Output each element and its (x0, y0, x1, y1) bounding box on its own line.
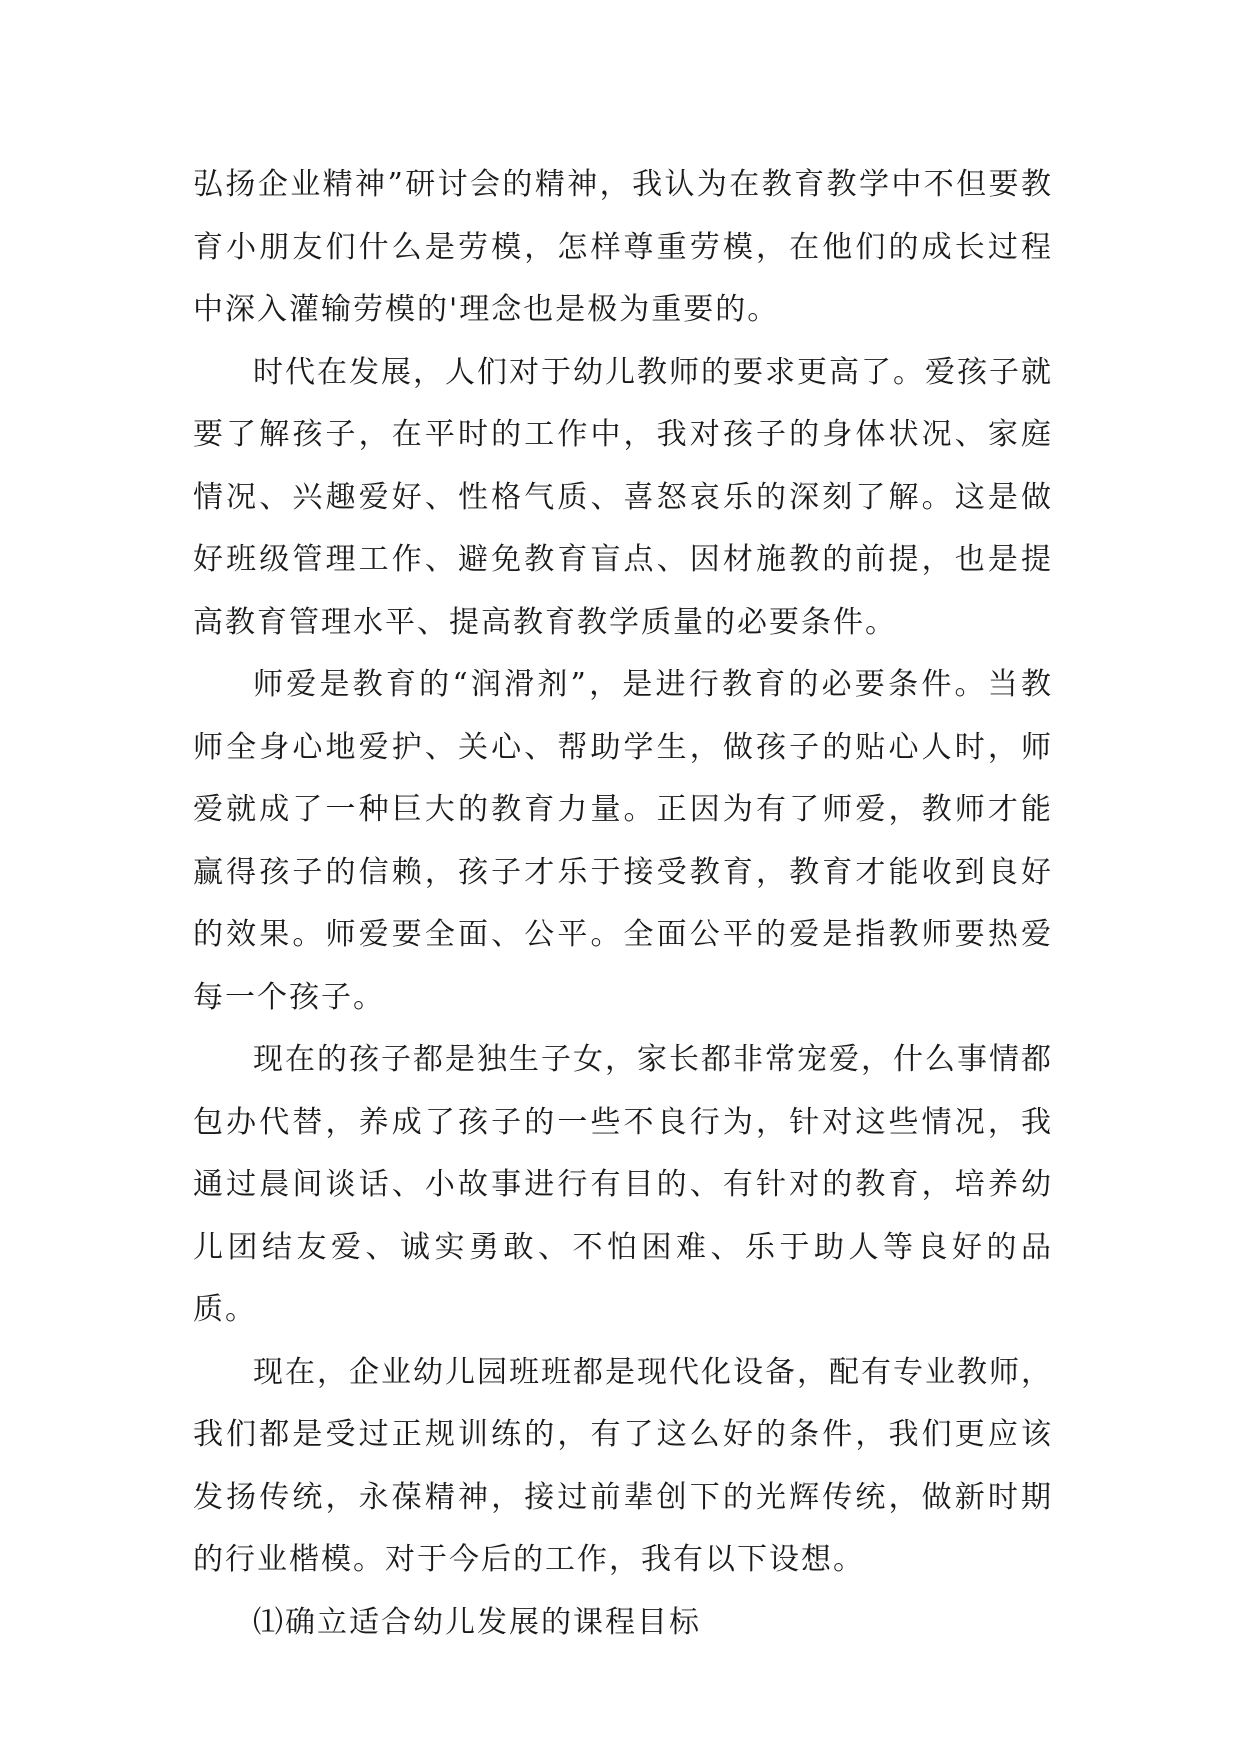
paragraph-only-children: 现在的孩子都是独生子女，家长都非常宠爱，什么事情都包办代替，养成了孩子的一些不良行为，针对这些情况，我通过晨间谈话、小故事进行有目的、有针对的教育，培养幼儿团结友爱、诚实勇敢、不怕困难、乐于助人等良好的品质。 (193, 1042, 1053, 1327)
list-item-curriculum-goal: ⑴确立适合幼儿发展的课程目标 (253, 1604, 701, 1640)
document-body (193, 154, 1053, 1654)
paragraph-teacher-requirements: 时代在发展，人们对于幼儿教师的要求更高了。爱孩子就要了解孩子，在平时的工作中，我对孩子的身体状况、家庭情况、兴趣爱好、性格气质、喜怒哀乐的深刻了解。这是做好班级管理工作、避免教育盲点、因材施教的前提，也是提高教育管理水平、提高教育教学质量的必要条件。 (193, 354, 1053, 640)
paragraph-continuation: 弘扬企业精神”研讨会的精神，我认为在教育教学中不但要教育小朋友们什么是劳模，怎样尊重劳模，在他们的成长过程中深入灌输劳模的'理念也是极为重要的。 (193, 167, 1053, 327)
paragraph-teacher-love: 师爱是教育的“润滑剂”，是进行教育的必要条件。当教师全身心地爱护、关心、帮助学生，做孩子的贴心人时，师爱就成了一种巨大的教育力量。正因为有了师爱，教师才能赢得孩子的信赖，孩子才乐于接受教育，教育才能收到良好的效果。师爱要全面、公平。全面公平的爱是指教师要热爱每一个孩子。 (193, 667, 1053, 1015)
paragraph-kindergarten-conditions: 现在，企业幼儿园班班都是现代化设备，配有专业教师，我们都是受过正规训练的，有了这么好的条件，我们更应该发扬传统，永葆精神，接过前辈创下的光辉传统，做新时期的行业楷模。对于今后的工作，我有以下设想。 (193, 1354, 1053, 1577)
